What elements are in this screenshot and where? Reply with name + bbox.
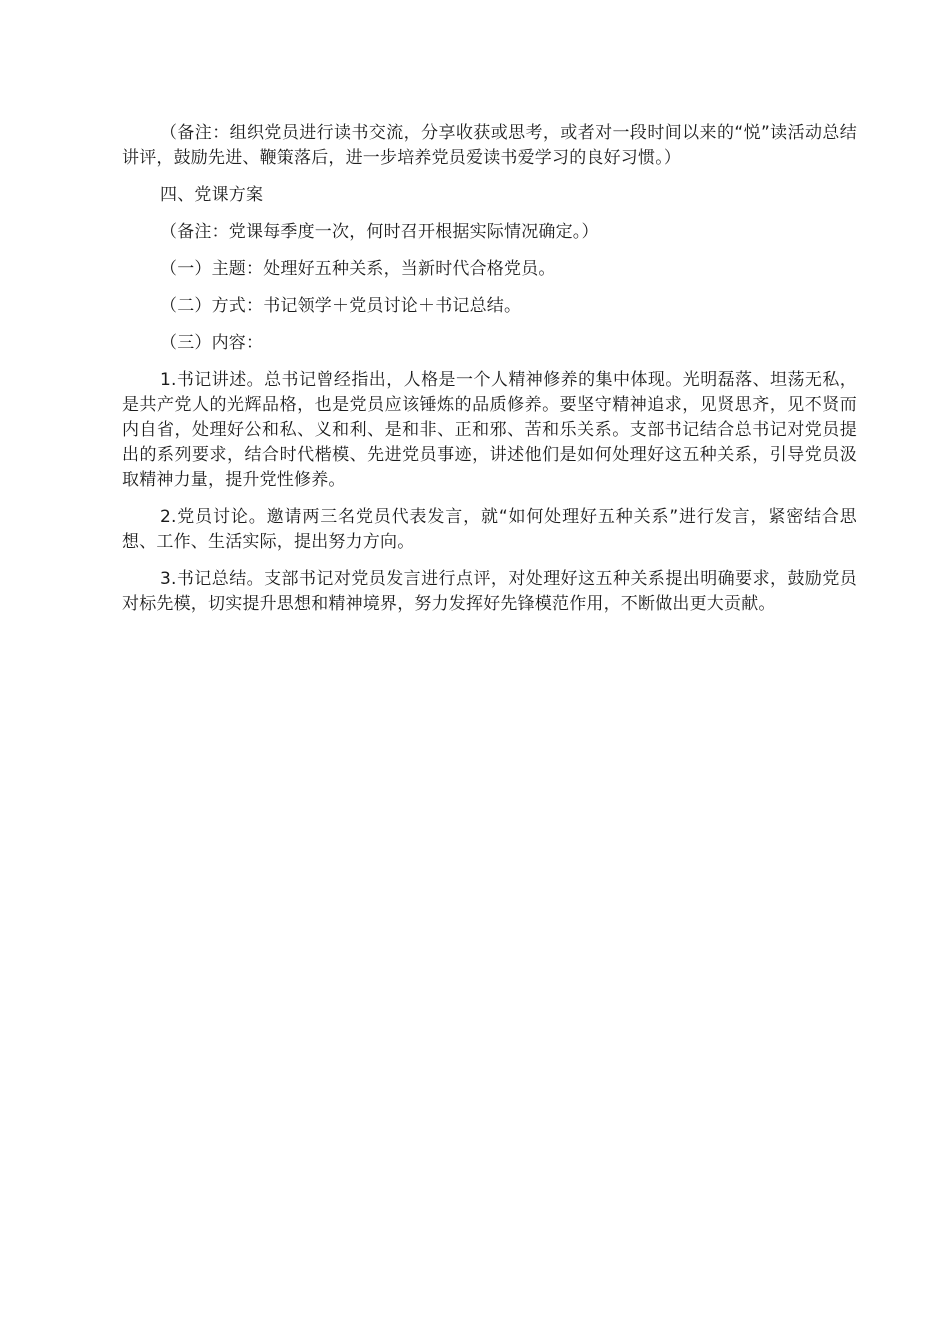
section-heading-party-lecture: 四、党课方案 [160,185,264,205]
party-lecture-note: （备注：党课每季度一次，何时召开根据实际情况确定。） [160,222,599,242]
reading-activity-note: （备注：组织党员进行读书交流，分享收获或思考，或者对一段时间以来的“悦”读活动总结讲评，鼓励先进、鞭策落后，进一步培养党员爱读书爱学习的良好习惯。） [122,123,857,168]
content-item-secretary-summary: 3.书记总结。支部书记对党员发言进行点评，对处理好这五种关系提出明确要求，鼓励党员对标先模，切实提升思想和精神境界，努力发挥好先锋模范作用，不断做出更大贡献。 [122,569,857,614]
lecture-method: （二）方式：书记领学＋党员讨论＋书记总结。 [160,296,522,316]
content-item-secretary-lecture: 1.书记讲述。总书记曾经指出，人格是一个人精神修养的集中体现。光明磊落、坦荡无私，是共产党人的光辉品格，也是党员应该锤炼的品质修养。要坚守精神追求，见贤思齐，见不贤而内自省，处理好公和私、义和利、是和非、正和邪、苦和乐关系。支部书记结合总书记对党员提出的系列要求，结合时代楷模、先进党员事迹，讲述他们是如何处理好这五种关系，引导党员汲取精神力量，提升党性修养。 [122,370,857,490]
lecture-theme: （一）主题：处理好五种关系，当新时代合格党员。 [160,259,556,279]
document-page [122,121,857,629]
lecture-content-heading: （三）内容： [160,333,264,353]
content-item-member-discussion: 2.党员讨论。邀请两三名党员代表发言，就“如何处理好五种关系”进行发言，紧密结合思想、工作、生活实际，提出努力方向。 [122,507,857,552]
